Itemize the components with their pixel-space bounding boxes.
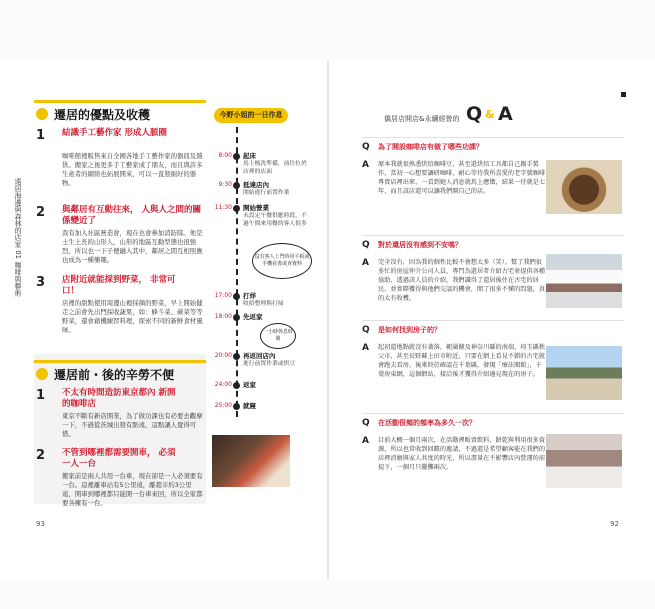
- section-benefits-header: [34, 100, 206, 128]
- q-letter: Q: [362, 325, 370, 335]
- timeline-title: 今野小姐的一日作息: [214, 108, 288, 123]
- timeline-line: [236, 127, 238, 417]
- item-heading: 店附近就能採到野菜， 非常可口！: [62, 275, 176, 296]
- answer-text: 起初還地點就沒有著落，範圍擴及神奈川縣的南端，埼玉縣秩父市，甚至長野縣上田市附近，只要在網上看見不錯的古宅就會跑去看房。後來終於確認在千葉縣，發現「療法閣館」，千葉房東網，這個網站，接洽後才獲得介紹邊見現在的房子。: [378, 344, 546, 378]
- timeline-detail: 未設定午餐供應時段，不過午間來用餐的客人很多: [243, 213, 307, 227]
- section-title: 遷居的優點及收穫: [54, 107, 151, 122]
- timeline-time: 9:30: [218, 181, 232, 188]
- side-title: 遠居海邊與森林的店家 01 咖啡與藝術: [14, 178, 22, 297]
- a-letter: A: [362, 343, 369, 353]
- timeline-dot-icon: [233, 153, 240, 160]
- timeline-activity: 就寢: [243, 402, 256, 410]
- speech-bubble-2: 一小時休息時間: [260, 323, 296, 349]
- item-number: 1: [36, 128, 46, 143]
- timeline-time: 20:00: [214, 352, 232, 359]
- answer-text: 完全沒有，因為我的個性比較不會想太多（笑）。幫了我們很多忙的房屋仲介公司人員，專門為還居者介紹古宅並提供各種協助，透過該人員的介紹，我們識得了還居後住在古宅的居民，並實際獲得與他們交談的機會，閒了很多不懂的問題，真的太有收穫。: [378, 259, 546, 302]
- item-heading: 結識手工藝作家 形成人脈圈: [62, 128, 167, 138]
- item-number: 2: [36, 205, 46, 220]
- station-photo: [546, 254, 622, 308]
- page-number-right: 92: [610, 520, 619, 528]
- speech-bubble-1: 沒有客人上門時用平板或手機看書或查資料: [252, 243, 312, 279]
- qa-logo-q: Q: [466, 103, 483, 125]
- item-number: 1: [36, 388, 46, 403]
- divider: [362, 413, 624, 414]
- timeline-activity: 再返回店內: [243, 352, 276, 360]
- question-text: 為了開設咖啡店有做了哪些功課？: [378, 143, 483, 151]
- question-text: 在活動很頻的頻率為多久一次？: [378, 419, 476, 427]
- a-letter: A: [362, 436, 369, 446]
- section-title: 遷居前・後的辛勞不便: [54, 367, 175, 382]
- page-number-left: 93: [36, 520, 45, 528]
- item-heading: 不管到哪裡都需要開車， 必須一人一台: [62, 448, 176, 469]
- divider: [362, 320, 624, 321]
- section-dot-icon: [36, 368, 48, 380]
- timeline-detail: 馬上梳洗準備，前往位於店裡的店面: [243, 161, 307, 175]
- market-stall-photo: [546, 434, 622, 488]
- timeline-activity: 返家: [243, 381, 256, 389]
- a-letter: A: [362, 160, 369, 170]
- timeline-dot-icon: [233, 182, 240, 189]
- item-number: 2: [36, 448, 46, 463]
- question-text: 是如何找到房子的？: [378, 326, 441, 334]
- timeline-activity: 先返家: [243, 313, 263, 321]
- timeline-time: 18:00: [214, 313, 232, 320]
- section-bar: [34, 360, 206, 363]
- house-photo: [546, 346, 622, 400]
- timeline-dot-icon: [233, 314, 240, 321]
- item-number: 3: [36, 275, 46, 290]
- timeline-detail: 進行前置作業或烘豆: [243, 361, 296, 367]
- timeline-dot-icon: [233, 403, 240, 410]
- timeline-activity: 抵達店內: [243, 181, 269, 189]
- cake-photo: [212, 435, 290, 487]
- qa-header-text: 僑居店開店&永續經營的: [384, 115, 460, 123]
- timeline-time: 8:00: [218, 152, 232, 159]
- item-body: 我有加入社區營造會，現在也會參加消防隊。他是土生土長的山形人，山形的地區互動型態也很強烈，所以也一下子便融入其中，鄰居之間互相照應也成為一種樂趣。: [62, 229, 203, 264]
- timeline-time: 25:00: [214, 402, 232, 409]
- answer-text: 目前大概一個月兩次，在活動裡販賣飲料、餅乾與利用很多資源，所以也常收到回饋的邀請，不過還是希望顧客能在我們的店裡消磨與家人共度的時光，所以盡量在不影響店內營運的前提下，一個月只擺攤兩次。: [378, 437, 546, 471]
- question-text: 對於還居沒有感到不安嗎？: [378, 241, 462, 249]
- timeline-activity: 起床: [243, 152, 256, 160]
- page-tab-marker: [621, 92, 626, 97]
- coffee-beans-photo: [546, 160, 622, 214]
- timeline-time: 17:00: [214, 292, 232, 299]
- q-letter: Q: [362, 418, 370, 428]
- item-body: 搬家前是兩人共用一台車，現在卻是一人必須要有一台。這裡離車站有5公里遠，離超市約3公里遠，開車到哪裡都只能開一台車來回，所以全家都要各擁有一台。: [62, 472, 203, 507]
- item-body: 咖啡館裡販售來自全國各地手工藝作家的器皿及雜貨。搬家之後更多手工藝家成了朋友，而且與許多生產者的網絡也拓展開來，可以一直發掘好的器物。: [62, 152, 203, 187]
- timeline-activity: 打烊: [243, 292, 256, 300]
- timeline-detail: 開始進行前置作業: [243, 190, 290, 196]
- q-letter: Q: [362, 240, 370, 250]
- timeline-detail: 收拾整理與打掃: [243, 301, 284, 307]
- qa-logo-amp: &: [485, 108, 495, 121]
- section-bar: [34, 100, 206, 103]
- item-heading: 與鄰居有互動往來， 人與人之間的關係變近了: [62, 205, 201, 226]
- q-letter: Q: [362, 142, 370, 152]
- timeline-time: 11:30: [214, 204, 232, 211]
- item-body: 東京不斷有新店開業，為了做功課也有必要去觀摩一下，不過從茨城出發有點遠，這點讓人覺得可惜。: [62, 412, 203, 438]
- timeline-time: 24:00: [214, 381, 232, 388]
- qa-logo-a: A: [498, 103, 513, 125]
- timeline-dot-icon: [233, 293, 240, 300]
- timeline-dot-icon: [233, 205, 240, 212]
- divider: [362, 137, 624, 138]
- a-letter: A: [362, 258, 369, 268]
- item-heading: 不太有時間造訪東京都內 新開的咖啡店: [62, 388, 176, 409]
- timeline-dot-icon: [233, 382, 240, 389]
- answer-text: 原本我就很熟悉烘焙咖啡豆，甚至還烘焙工具都自己親手製作，當初一心想要讓研咖啡，耐心等待我所喜愛的老字號咖啡專賣店裡出來，一看到她人消息就馬上應徵，結果一待就是七年，而且該店還可以讓我們開自己的店。: [378, 161, 546, 195]
- timeline-dot-icon: [233, 353, 240, 360]
- item-body: 店裡的甜點使用周邊山裡採摘的野菜，早上開始健走之前會先出門採收蔬果，如：蜂斗菜、蕨菜等等野菜，還會藉機練習料理，探索不同的新鮮食材風味。: [62, 299, 203, 334]
- divider: [362, 235, 624, 236]
- section-hardships-header: [34, 360, 206, 388]
- section-dot-icon: [36, 108, 48, 120]
- timeline-activity: 開始營業: [243, 204, 269, 212]
